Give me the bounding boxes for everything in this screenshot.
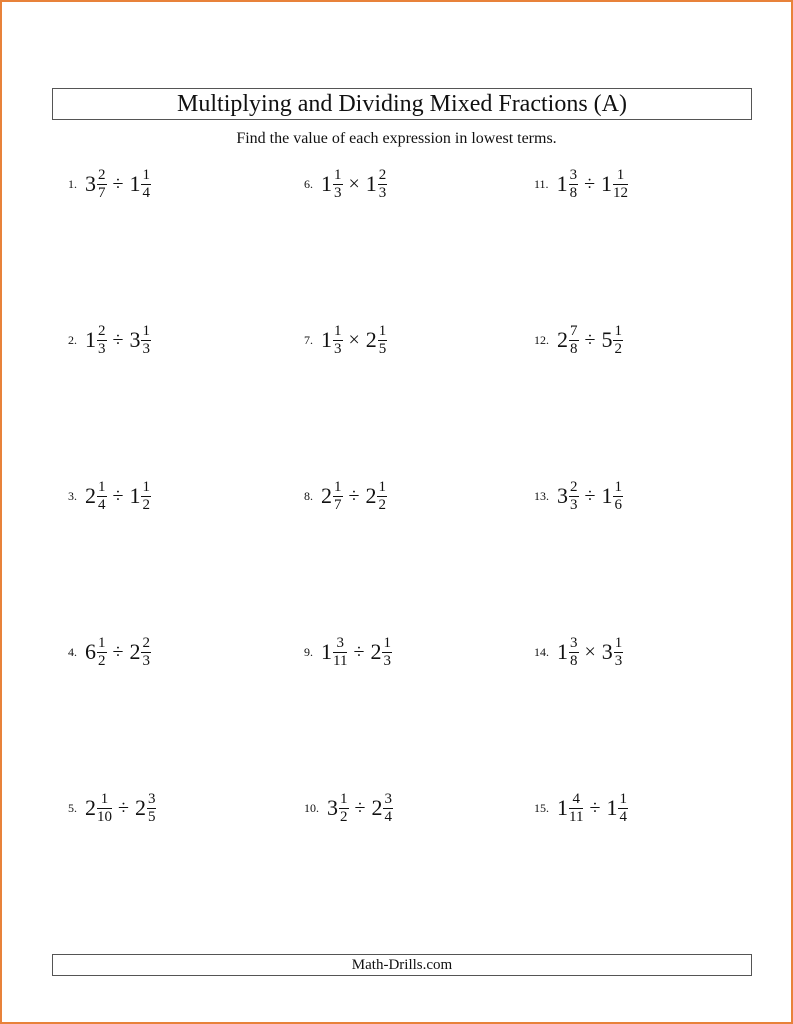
operator: ×: [348, 172, 360, 195]
denominator: 3: [142, 652, 150, 669]
fraction: [613, 480, 623, 513]
whole-number: 6: [85, 639, 96, 664]
second-mixed-number: [135, 792, 157, 825]
denominator: 5: [147, 808, 156, 825]
whole-number: 1: [557, 639, 568, 664]
whole-number: 3: [601, 639, 613, 664]
denominator: 4: [384, 808, 392, 825]
numerator: 1: [142, 322, 150, 339]
fraction: [378, 324, 388, 357]
denominator: 12: [613, 184, 629, 201]
second-mixed-number: [601, 324, 623, 357]
denominator: 2: [142, 496, 150, 513]
problem-number: 2.: [68, 332, 77, 347]
denominator: 7: [334, 496, 342, 513]
whole-number: 2: [370, 639, 382, 664]
problem-number: 7.: [304, 332, 313, 347]
whole-number: 1: [606, 795, 618, 820]
numerator: 2: [98, 322, 106, 339]
numerator: 1: [378, 478, 386, 495]
whole-number: 1: [365, 171, 377, 196]
fraction: [141, 480, 151, 513]
fraction: [97, 792, 112, 825]
problem-number: 3.: [68, 488, 77, 503]
denominator: 2: [98, 652, 106, 669]
operator: ÷: [112, 328, 124, 351]
fraction: [613, 324, 623, 357]
first-mixed-number: [321, 168, 343, 201]
fraction: [339, 792, 349, 825]
second-mixed-number: [601, 480, 623, 513]
first-mixed-number: [85, 480, 107, 513]
whole-number: 1: [601, 171, 613, 196]
whole-number: 2: [321, 483, 332, 508]
operator: ÷: [112, 640, 124, 663]
fraction: [383, 792, 393, 825]
first-mixed-number: [327, 792, 349, 825]
denominator: 8: [570, 340, 578, 357]
whole-number: 3: [327, 795, 338, 820]
denominator: 8: [570, 652, 578, 669]
whole-number: 3: [129, 327, 141, 352]
first-mixed-number: [321, 480, 343, 513]
first-mixed-number: [85, 324, 107, 357]
problem-item: [534, 632, 623, 672]
numerator: 1: [142, 478, 150, 495]
whole-number: 2: [365, 327, 377, 352]
problem-number: 5.: [68, 800, 77, 815]
whole-number: 1: [129, 483, 141, 508]
numerator: 1: [616, 166, 625, 183]
numerator: 1: [619, 790, 627, 807]
whole-number: 3: [557, 483, 568, 508]
whole-number: 2: [365, 483, 377, 508]
fraction: [141, 168, 151, 201]
denominator: 5: [378, 340, 387, 357]
fraction: [569, 636, 579, 669]
numerator: 1: [334, 166, 342, 183]
first-mixed-number: [557, 324, 579, 357]
second-mixed-number: [366, 324, 388, 357]
whole-number: 1: [85, 327, 96, 352]
operator: ÷: [584, 172, 596, 195]
fraction: [378, 168, 388, 201]
problem-item: [304, 476, 387, 516]
problem-item: [304, 788, 393, 828]
second-mixed-number: [365, 480, 387, 513]
denominator: 3: [614, 652, 623, 669]
denominator: 6: [614, 496, 622, 513]
fraction: [569, 792, 583, 825]
numerator: 1: [614, 478, 622, 495]
whole-number: 2: [557, 327, 568, 352]
whole-number: 1: [129, 171, 141, 196]
denominator: 2: [340, 808, 348, 825]
fraction: [613, 168, 628, 201]
second-mixed-number: [129, 480, 151, 513]
fraction: [333, 168, 343, 201]
numerator: 1: [142, 166, 150, 183]
first-mixed-number: [557, 480, 579, 513]
problem-number: 8.: [304, 488, 313, 503]
worksheet-title: Multiplying and Dividing Mixed Fractions (A): [52, 88, 752, 120]
problem-number: 14.: [534, 644, 549, 659]
problem-number: 9.: [304, 644, 313, 659]
whole-number: 1: [321, 171, 332, 196]
denominator: 4: [142, 184, 150, 201]
operator: ÷: [354, 796, 366, 819]
fraction: [377, 480, 387, 513]
first-mixed-number: [85, 792, 112, 825]
fraction: [333, 480, 343, 513]
footer: Math-Drills.com: [52, 954, 752, 976]
numerator: 2: [142, 634, 150, 651]
denominator: 4: [98, 496, 106, 513]
problem-number: 11.: [534, 176, 549, 191]
numerator: 1: [614, 634, 623, 651]
denominator: 11: [333, 652, 348, 669]
numerator: 1: [340, 790, 348, 807]
whole-number: 2: [129, 639, 141, 664]
denominator: 3: [98, 340, 106, 357]
whole-number: 2: [85, 795, 96, 820]
second-mixed-number: [129, 324, 151, 357]
numerator: 3: [384, 790, 392, 807]
numerator: 2: [378, 166, 387, 183]
problem-item: [304, 632, 392, 672]
whole-number: 3: [85, 171, 96, 196]
problem-item: [68, 476, 151, 516]
operator: ÷: [589, 796, 601, 819]
problem-item: [68, 164, 151, 204]
fraction: [97, 636, 107, 669]
numerator: 1: [614, 322, 622, 339]
problem-item: [304, 164, 387, 204]
denominator: 10: [97, 808, 112, 825]
numerator: 1: [98, 634, 106, 651]
problem-number: 15.: [534, 800, 549, 815]
problem-item: [534, 476, 623, 516]
fraction: [569, 324, 579, 357]
numerator: 3: [336, 634, 344, 651]
whole-number: 2: [371, 795, 383, 820]
second-mixed-number: [606, 792, 628, 825]
problem-number: 12.: [534, 332, 549, 347]
denominator: 2: [378, 496, 386, 513]
operator: ×: [584, 640, 596, 663]
first-mixed-number: [557, 792, 583, 825]
first-mixed-number: [85, 636, 107, 669]
operator: ÷: [112, 484, 124, 507]
numerator: 1: [378, 322, 387, 339]
problem-number: 10.: [304, 800, 319, 815]
first-mixed-number: [557, 168, 579, 201]
denominator: 3: [334, 340, 342, 357]
fraction: [569, 168, 579, 201]
numerator: 7: [570, 322, 578, 339]
denominator: 3: [383, 652, 391, 669]
whole-number: 1: [557, 795, 568, 820]
operator: ÷: [112, 172, 124, 195]
problem-item: [68, 320, 151, 360]
problem-item: [304, 320, 387, 360]
operator: ÷: [584, 484, 596, 507]
operator: ÷: [584, 328, 596, 351]
second-mixed-number: [602, 636, 624, 669]
fraction: [141, 636, 151, 669]
problem-item: [534, 320, 623, 360]
numerator: 1: [383, 634, 391, 651]
fraction: [618, 792, 628, 825]
numerator: 3: [570, 634, 578, 651]
second-mixed-number: [371, 792, 393, 825]
numerator: 1: [334, 478, 342, 495]
numerator: 1: [334, 322, 342, 339]
whole-number: 2: [85, 483, 96, 508]
first-mixed-number: [85, 168, 107, 201]
numerator: 2: [570, 478, 578, 495]
operator: ÷: [118, 796, 129, 819]
second-mixed-number: [601, 168, 628, 201]
instructions: Find the value of each expression in lowest terms.: [236, 130, 557, 147]
fraction: [97, 168, 107, 201]
fraction: [97, 324, 107, 357]
whole-number: 1: [601, 483, 613, 508]
fraction: [97, 480, 107, 513]
fraction: [382, 636, 392, 669]
problem-item: [534, 164, 628, 204]
fraction: [147, 792, 157, 825]
problem-item: [68, 632, 151, 672]
second-mixed-number: [370, 636, 392, 669]
whole-number: 1: [321, 327, 332, 352]
whole-number: 5: [601, 327, 613, 352]
operator: ÷: [353, 640, 365, 663]
denominator: 3: [334, 184, 342, 201]
fraction: [333, 636, 347, 669]
denominator: 7: [98, 184, 106, 201]
numerator: 1: [98, 478, 106, 495]
fraction: [333, 324, 343, 357]
operator: ÷: [348, 484, 360, 507]
numerator: 4: [572, 790, 580, 807]
operator: ×: [348, 328, 360, 351]
numerator: 3: [147, 790, 156, 807]
problem-item: [68, 788, 156, 828]
whole-number: 1: [556, 171, 568, 196]
second-mixed-number: [366, 168, 388, 201]
denominator: 3: [378, 184, 387, 201]
first-mixed-number: [321, 636, 347, 669]
fraction: [569, 480, 579, 513]
problem-number: 13.: [534, 488, 549, 503]
denominator: 3: [142, 340, 150, 357]
fraction: [141, 324, 151, 357]
denominator: 11: [569, 808, 584, 825]
numerator: 3: [569, 166, 578, 183]
denominator: 4: [619, 808, 627, 825]
problem-number: 6.: [304, 176, 313, 191]
second-mixed-number: [129, 636, 151, 669]
numerator: 2: [98, 166, 106, 183]
first-mixed-number: [321, 324, 343, 357]
second-mixed-number: [129, 168, 151, 201]
whole-number: 2: [134, 795, 146, 820]
fraction: [614, 636, 624, 669]
numerator: 1: [100, 790, 109, 807]
problem-item: [534, 788, 628, 828]
problem-number: 1.: [68, 176, 77, 191]
problem-number: 4.: [68, 644, 77, 659]
denominator: 2: [614, 340, 622, 357]
denominator: 8: [569, 184, 578, 201]
first-mixed-number: [557, 636, 579, 669]
whole-number: 1: [321, 639, 332, 664]
denominator: 3: [570, 496, 578, 513]
